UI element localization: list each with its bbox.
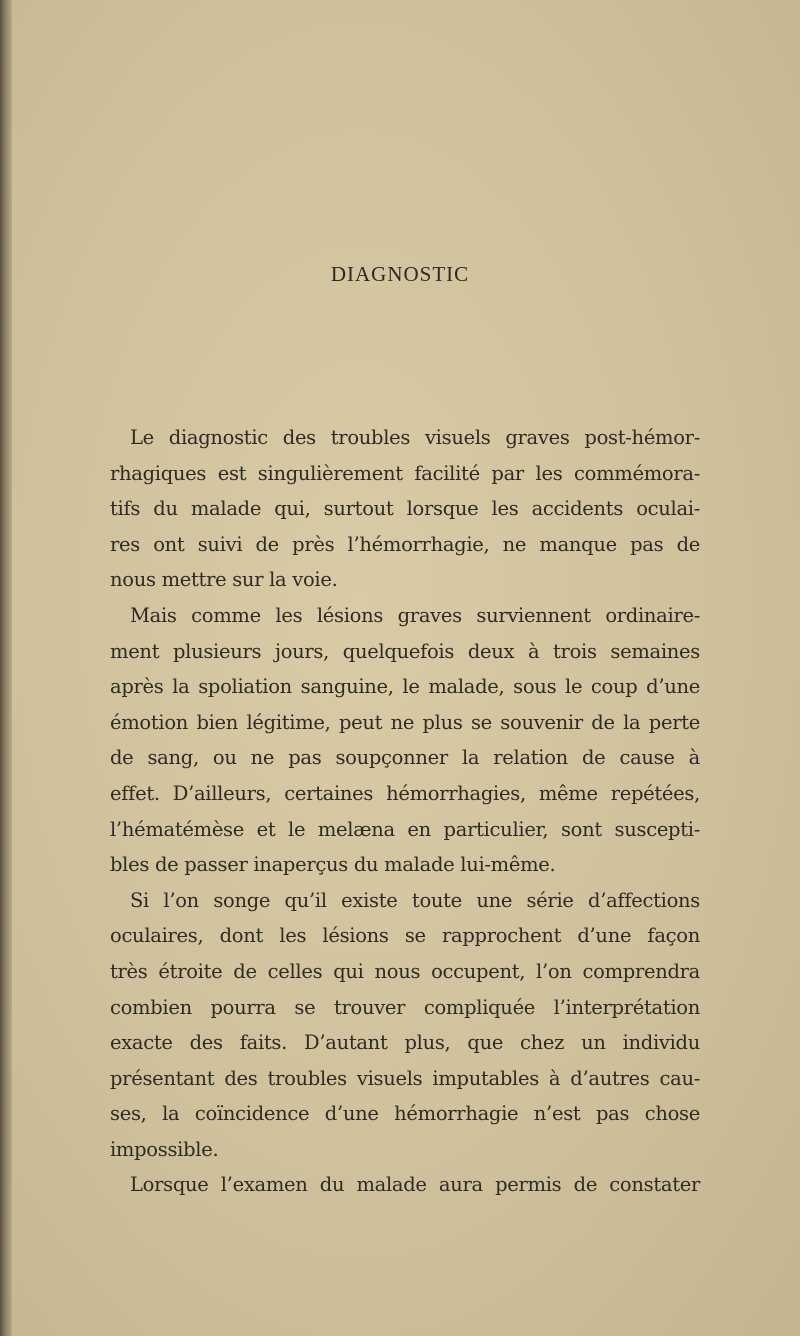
text-line: combien pourra se trouver compliquée l’interprétation xyxy=(110,995,700,1019)
body-text xyxy=(110,420,700,1203)
text-line: nous mettre sur la voie. xyxy=(110,568,338,592)
text-line: l’hématémèse et le melæna en particulier, sont suscepti- xyxy=(110,817,700,841)
text-line: oculaires, dont les lésions se rapprochent d’une façon xyxy=(110,924,700,948)
text-line: Mais comme les lésions graves surviennent ordinaire- xyxy=(130,603,700,627)
text-line: émotion bien légitime, peut ne plus se souvenir de la perte xyxy=(110,710,700,734)
text-line: de sang, ou ne pas soupçonner la relation de cause à xyxy=(110,746,700,770)
text-line: tifs du malade qui, surtout lorsque les accidents oculai- xyxy=(110,497,700,521)
text-line: exacte des faits. D’autant plus, que chez un individu xyxy=(110,1031,700,1055)
text-line: très étroite de celles qui nous occupent, l’on comprendra xyxy=(110,959,700,983)
text-line: bles de passer inaperçus du malade lui-même. xyxy=(110,853,556,877)
text-line: après la spoliation sanguine, le malade, sous le coup d’une xyxy=(110,675,700,699)
text-line: présentant des troubles visuels imputables à d’autres cau- xyxy=(110,1066,700,1090)
text-line: Le diagnostic des troubles visuels graves post-hémor- xyxy=(130,426,700,449)
text-line: ses, la coïncidence d’une hémorrhagie n’est pas chose xyxy=(110,1102,700,1126)
chapter-heading: DIAGNOSTIC xyxy=(330,262,470,286)
text-line: impossible. xyxy=(110,1137,219,1161)
text-line: effet. D’ailleurs, certaines hémorrhagies, même repétées, xyxy=(110,781,700,805)
text-line: rhagiques est singulièrement facilité par les commémora- xyxy=(110,461,700,485)
text-line: Lorsque l’examen du malade aura permis de constater xyxy=(130,1173,700,1197)
text-line: ment plusieurs jours, quelquefois deux à trois semaines xyxy=(110,639,700,663)
text-line: Si l’on songe qu’il existe toute une série d’affections xyxy=(130,888,700,912)
page-binding-edge xyxy=(0,0,12,1336)
text-line: res ont suivi de près l’hémorrhagie, ne manque pas de xyxy=(110,532,700,556)
